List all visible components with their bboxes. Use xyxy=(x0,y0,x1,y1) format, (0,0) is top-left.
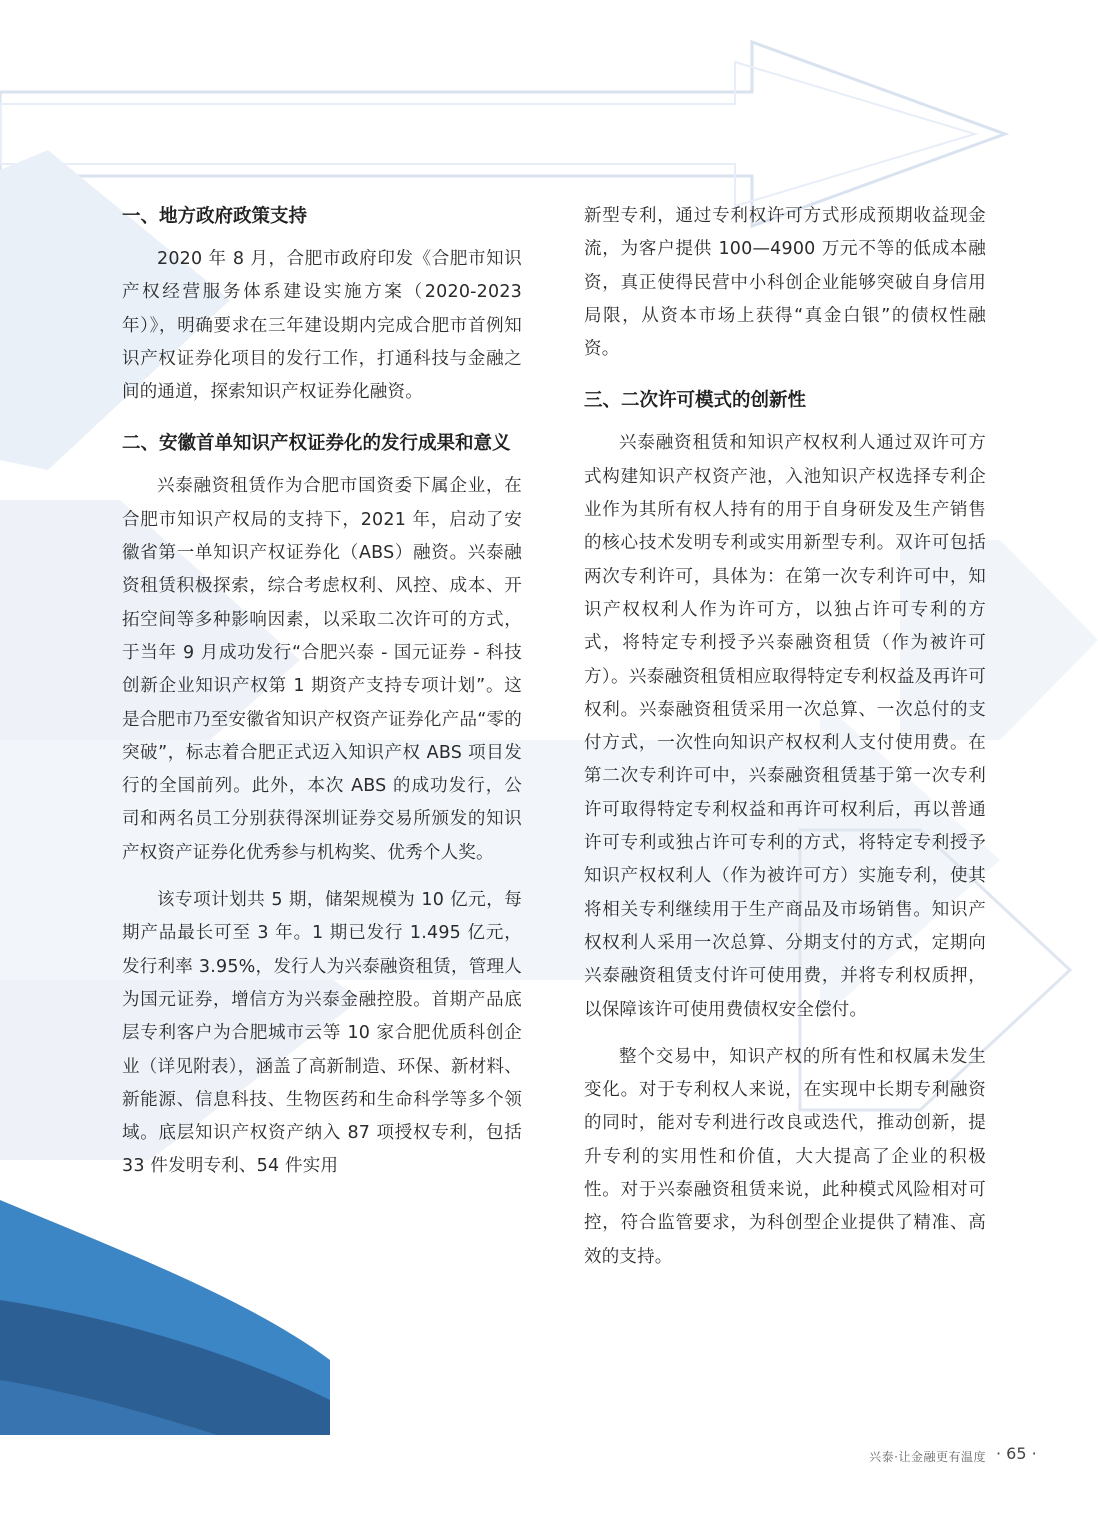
paragraph-results: 兴泰融资租赁作为合肥市国资委下属企业，在合肥市知识产权局的支持下，2021 年，启动了安徽省第一单知识产权证券化（ABS）融资。兴泰融资租赁积极探索，综合考虑权利、风控、成本、开拓空间等多种影响因素，以采取二次许可的方式，于当年 9 月成功发行“合肥兴泰 - 国元证券 - 科技创新企业知识产权第 1 期资产支持专项计划”。这是合肥市乃至安徽省知识产权资产证券化产品“零的突破”，标志着合肥正式迈入知识产权 ABS 项目发行的全国前列。此外，本次 ABS 的成功发行，公司和两名员工分别获得深圳证券交易所颁发的知识产权资产证券化优秀参与机构奖、优秀个人奖。 xyxy=(122,476,522,863)
section-heading-3: 三、二次许可模式的创新性 xyxy=(584,390,807,412)
right-column xyxy=(584,200,986,1274)
paragraph-plan-details: 该专项计划共 5 期，储架规模为 10 亿元，每期产品最长可至 3 年。1 期已发行 1.495 亿元，发行利率 3.95%，发行人为兴泰融资租赁，管理人为国元证券，增信方为兴泰金融控股。首期产品底层专利客户为合肥城市云等 10 家合肥优质科创企业（详见附表），涵盖了高新制造、环保、新材料、新能源、信息科技、生物医药和生命科学等多个领域。底层知识产权资产纳入 87 项授权专利，包括 33 件发明专利、54 件实用 xyxy=(122,890,522,1177)
paragraph-dual-license: 兴泰融资租赁和知识产权权利人通过双许可方式构建知识产权资产池，入池知识产权选择专利企业作为其所有权人持有的用于自身研发及生产销售的核心技术发明专利或实用新型专利。双许可包括两次专利许可，具体为：在第一次专利许可中，知识产权权利人作为许可方，以独占许可专利的方式，将特定专利授予兴泰融资租赁（作为被许可方）。兴泰融资租赁相应取得特定专利权益及再许可权利。兴泰融资租赁采用一次总算、一次总付的支付方式，一次性向知识产权权利人支付使用费。在第二次专利许可中，兴泰融资租赁基于第一次专利许可取得特定专利权益和再许可权利后，再以普通许可专利或独占许可专利的方式，将特定专利授予知识产权权利人（作为被许可方）实施专利，使其将相关专利继续用于生产商品及市场销售。知识产权权利人采用一次总算、分期支付的方式，定期向兴泰融资租赁支付许可使用费，并将专利权质押，以保障该许可使用费债权安全偿付。 xyxy=(584,433,986,1020)
page-number: · 65 · xyxy=(996,1444,1037,1463)
paragraph-transaction: 整个交易中，知识产权的所有性和权属未发生变化。对于专利权人来说，在实现中长期专利融资的同时，能对专利进行改良或迭代，推动创新，提升专利的实用性和价值，大大提高了企业的积极性。对于兴泰融资租赁来说，此种模式风险相对可控，符合监管要求，为科创型企业提供了精准、高效的支持。 xyxy=(584,1046,986,1267)
section-heading-1: 一、地方政府政策支持 xyxy=(122,206,308,227)
footer-slogan: 兴泰·让金融更有温度 xyxy=(869,1450,986,1464)
top-arrow-inner-outline xyxy=(0,62,975,206)
left-column xyxy=(122,200,522,1184)
top-arrow-outline xyxy=(0,42,1005,226)
section-heading-2: 二、安徽首单知识产权证券化的发行成果和意义 xyxy=(122,433,511,455)
paragraph-continued: 新型专利，通过专利权许可方式形成预期收益现金流，为客户提供 100—4900 万元不等的低成本融资，真正使得民营中小科创企业能够突破自身信用局限，从资本市场上获得“真金白银”的债权性融资。 xyxy=(584,206,986,360)
paragraph-policy: 2020 年 8 月，合肥市政府印发《合肥市知识产权经营服务体系建设实施方案（2020-2023 年）》，明确要求在三年建设期内完成合肥市首例知识产权证券化项目的发行工作，打通科技与金融之间的通道，探索知识产权证券化融资。 xyxy=(122,249,522,403)
